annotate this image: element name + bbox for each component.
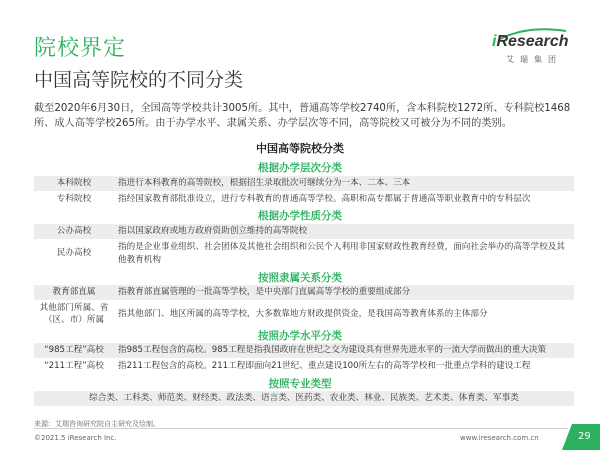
majors-list: 综合类、工科类、师范类、财经类、政法类、语言类、医药类、农业类、林业、民族类、艺术类、体育类、军事类	[89, 393, 519, 403]
row-key: 民办高校	[56, 248, 92, 258]
category-heading-level: 根据办学层次分类	[258, 162, 342, 174]
source-note: 来源：艾瑞咨询研究院自主研究及绘制。	[34, 420, 160, 428]
table-row	[34, 359, 574, 374]
row-key: “985工程”高校	[44, 345, 104, 355]
page-title: 院校界定	[34, 36, 127, 61]
category-heading-major: 按照专业类型	[268, 378, 332, 390]
row-value: 指的是企业事业组织、社会团体及其他社会组织和公民个人利用非国家财政性教育经费，面向社会举办的高等学校及其他教育机构	[118, 242, 565, 265]
row-key: 其他部门所属、省（区、市）所属	[39, 303, 109, 325]
iresearch-logo	[492, 33, 568, 67]
row-value: 指985工程包含的高校。985工程是指我国政府在世纪之交为建设具有世界先进水平的一流大学而做出的重大决策	[118, 345, 547, 355]
table-row	[34, 343, 574, 358]
footer-copyright: ©2021.5 iResearch Inc.	[34, 434, 117, 442]
row-value: 指进行本科教育的高等院校，根据招生录取批次可继续分为一本、二本、三本	[118, 178, 411, 188]
table-row	[34, 285, 574, 300]
table-row	[34, 301, 574, 327]
logo-subtitle: 艾瑞集团	[506, 55, 562, 64]
footer-website: www.iresearch.com.cn	[460, 434, 539, 442]
table-row-majors	[34, 391, 574, 406]
table-row	[34, 192, 574, 207]
row-key: 公办高校	[56, 226, 92, 236]
logo-wordmark: iResearch	[492, 33, 569, 50]
table-row	[34, 224, 574, 239]
row-key: “211工程”高校	[44, 361, 104, 371]
intro-paragraph: 截至2020年6月30日，全国高等学校共计3005所。其中，普通高等学校2740所，含本科院校1272所、专科院校1468所、成人高等学校265所。由于办学水平、隶属关系、办学层次等不同，高等院校又可被分为不同的类别。	[34, 103, 571, 129]
table-row	[34, 176, 574, 191]
footer-divider	[34, 428, 568, 429]
category-heading-level-quality: 按照办学水平分类	[258, 330, 342, 342]
row-value: 指其他部门、地区所属的高等学校，大多数靠地方财政提供资金，是我国高等教育体系的主体部分	[118, 309, 488, 319]
category-heading-nature: 根据办学性质分类	[258, 210, 342, 222]
row-key: 教育部直属	[52, 287, 96, 297]
category-heading-affiliation: 按照隶属关系分类	[258, 272, 342, 284]
row-value: 指以国家政府或地方政府资助创立维持的高等院校	[118, 226, 308, 236]
page-number: 29	[578, 431, 591, 442]
table-row	[34, 240, 574, 268]
table-title: 中国高等院校分类	[256, 142, 344, 155]
row-value: 指211工程包含的高校。211工程即面向21世纪、重点建设100所左右的高等学校和一批重点学科的建设工程	[118, 361, 531, 371]
row-value: 指经国家教育部批准设立，进行专科教育的普通高等学校。高职和高专都属于普通高等职业教育中的专科层次	[118, 194, 531, 204]
row-key: 本科院校	[56, 178, 92, 188]
row-key: 专科院校	[56, 194, 92, 204]
row-value: 指教育部直属管理的一批高等学校，是中央部门直属高等学校的重要组成部分	[118, 287, 411, 297]
section-subtitle: 中国高等院校的不同分类	[34, 69, 244, 91]
